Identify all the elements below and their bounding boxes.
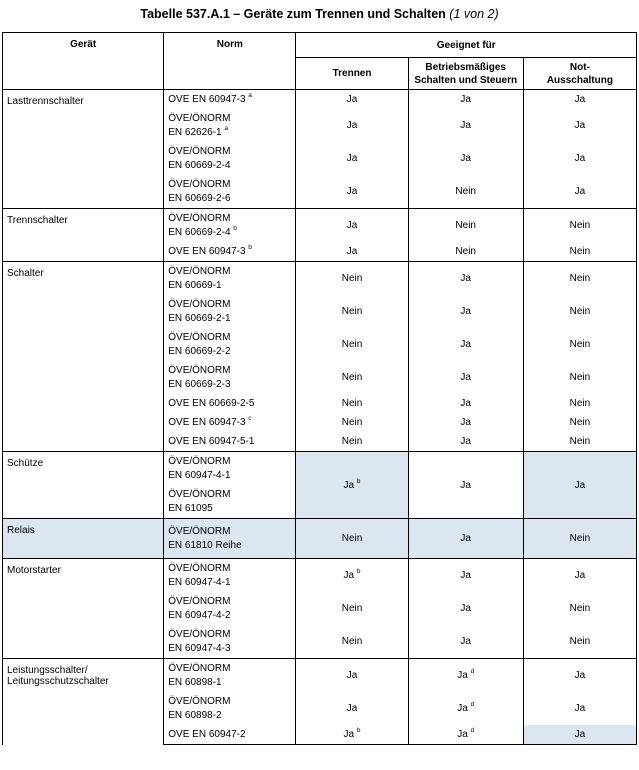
not-cell-text: Nein bbox=[569, 398, 591, 409]
norm-cell bbox=[164, 519, 296, 559]
not-cell-text: Ja bbox=[574, 94, 586, 105]
footnote-mark: b bbox=[233, 224, 237, 232]
norm-line: ÖVE/ÖNORM bbox=[168, 595, 231, 607]
norm-line: ÖVE/ÖNORM bbox=[168, 662, 231, 674]
norm-line: ÖVE/ÖNORM bbox=[168, 562, 231, 574]
norm-cell bbox=[164, 394, 296, 413]
not-cell-text: Nein bbox=[569, 603, 591, 614]
norm-line: EN 60669-2-1 bbox=[168, 312, 231, 324]
trennen-cell-text: Ja bbox=[346, 246, 358, 257]
header-betrieb-line2: Schalten und Steuern bbox=[414, 74, 518, 86]
not-cell-text: Nein bbox=[569, 533, 591, 544]
group-6 bbox=[3, 659, 637, 745]
norm-line: EN 60669-2-4 bbox=[168, 159, 231, 171]
norm-cell bbox=[164, 262, 296, 296]
betrieb-cell bbox=[408, 109, 523, 142]
table-row bbox=[3, 209, 637, 243]
footnote-mark: d bbox=[470, 727, 475, 734]
not-cell bbox=[523, 592, 636, 625]
not-cell bbox=[523, 175, 636, 209]
not-cell bbox=[523, 625, 636, 659]
footnote-mark: b bbox=[356, 568, 361, 575]
not-cell bbox=[523, 394, 636, 413]
trennen-value: Ja bbox=[343, 479, 355, 491]
betrieb-cell bbox=[408, 625, 523, 659]
not-cell bbox=[523, 659, 636, 693]
device-name: Motorstarter bbox=[7, 565, 61, 576]
norm-cell bbox=[164, 432, 296, 452]
trennen-cell bbox=[296, 452, 408, 519]
device-name-cell bbox=[3, 209, 164, 262]
norm-line: EN 62626-1 bbox=[168, 126, 222, 138]
not-cell bbox=[523, 413, 636, 432]
not-cell-text: Nein bbox=[569, 273, 591, 284]
header-not-line2: Ausschaltung bbox=[546, 74, 613, 86]
device-name: Relais bbox=[7, 525, 35, 536]
betrieb-cell bbox=[408, 394, 523, 413]
norm-cell bbox=[164, 295, 296, 328]
betrieb-cell-text: Ja bbox=[457, 729, 468, 740]
device-name-cell bbox=[3, 519, 164, 559]
betrieb-cell bbox=[408, 262, 523, 296]
betrieb-cell bbox=[408, 175, 523, 209]
betrieb-cell bbox=[408, 413, 523, 432]
betrieb-cell-text: Ja bbox=[460, 398, 471, 409]
norm-line: EN 60947-4-2 bbox=[168, 609, 231, 621]
table-title-main: Tabelle 537.A.1 – Geräte zum Trennen und Schalten bbox=[140, 7, 446, 21]
not-cell bbox=[523, 142, 636, 175]
footnote-mark: d bbox=[470, 701, 475, 708]
footnote-mark: c bbox=[248, 414, 252, 422]
trennen-cell bbox=[296, 328, 408, 361]
norm-line: ÖVE/ÖNORM bbox=[168, 331, 231, 343]
header-norm: Norm bbox=[164, 33, 296, 90]
device-name-cell bbox=[3, 452, 164, 519]
not-cell-text: Ja bbox=[574, 570, 586, 581]
norm-line: OVE EN 60947-3 bbox=[168, 93, 246, 105]
trennen-cell-text: Ja bbox=[346, 220, 358, 231]
not-value: Ja bbox=[574, 479, 586, 491]
norm-line: EN 60947-4-1 bbox=[168, 576, 231, 588]
norm-line: OVE EN 60947-5-1 bbox=[168, 435, 255, 447]
device-name: Leitungsschutzschalter bbox=[7, 676, 109, 687]
betrieb-cell bbox=[408, 295, 523, 328]
norm-cell bbox=[164, 692, 296, 725]
not-cell-text: Ja bbox=[574, 670, 586, 681]
betrieb-cell bbox=[408, 559, 523, 593]
betrieb-cell-text: Ja bbox=[457, 703, 468, 714]
trennen-cell bbox=[296, 519, 408, 559]
betrieb-cell bbox=[408, 452, 523, 519]
betrieb-cell-text: Ja bbox=[457, 670, 468, 681]
norm-cell bbox=[164, 109, 296, 142]
not-cell bbox=[523, 559, 636, 593]
not-cell bbox=[523, 361, 636, 394]
norm-line: ÖVE/ÖNORM bbox=[168, 212, 231, 224]
not-cell bbox=[523, 295, 636, 328]
norm-cell bbox=[164, 725, 296, 745]
trennen-cell-text: Ja bbox=[346, 703, 358, 714]
norm-line: EN 60898-2 bbox=[168, 709, 222, 721]
norm-cell bbox=[164, 452, 296, 486]
trennen-cell-text: Ja bbox=[346, 120, 358, 131]
norm-cell bbox=[164, 361, 296, 394]
betrieb-cell-text: Ja bbox=[460, 120, 471, 131]
not-cell bbox=[523, 109, 636, 142]
not-cell-text: Nein bbox=[569, 636, 591, 647]
not-cell bbox=[523, 328, 636, 361]
device-name-cell bbox=[3, 559, 164, 659]
betrieb-cell-text: Ja bbox=[460, 603, 471, 614]
not-cell-text: Nein bbox=[569, 246, 591, 257]
group-3 bbox=[3, 452, 637, 519]
trennen-cell bbox=[296, 142, 408, 175]
norm-cell bbox=[164, 559, 296, 593]
not-cell-text: Ja bbox=[574, 186, 586, 197]
betrieb-cell bbox=[408, 142, 523, 175]
betrieb-cell-text: Ja bbox=[460, 533, 471, 544]
trennen-cell bbox=[296, 659, 408, 693]
trennen-cell bbox=[296, 559, 408, 593]
betrieb-cell bbox=[408, 692, 523, 725]
betrieb-cell bbox=[408, 242, 523, 262]
device-name-cell bbox=[3, 659, 164, 745]
table-title-sub: (1 von 2) bbox=[449, 7, 499, 21]
not-cell bbox=[523, 692, 636, 725]
norm-cell bbox=[164, 592, 296, 625]
not-cell bbox=[523, 452, 636, 519]
norm-cell bbox=[164, 328, 296, 361]
device-name-cell bbox=[3, 262, 164, 452]
betrieb-cell-text: Ja bbox=[460, 153, 471, 164]
trennen-cell-text: Nein bbox=[341, 372, 363, 383]
betrieb-cell-text: Ja bbox=[460, 570, 471, 581]
group-1 bbox=[3, 209, 637, 262]
norm-line: ÖVE/ÖNORM bbox=[168, 265, 231, 277]
betrieb-cell bbox=[408, 592, 523, 625]
norm-cell bbox=[164, 175, 296, 209]
trennen-cell bbox=[296, 242, 408, 262]
norm-line: EN 60669-2-6 bbox=[168, 192, 231, 204]
not-cell-text: Ja bbox=[574, 153, 586, 164]
betrieb-cell bbox=[408, 519, 523, 559]
footnote-mark: a bbox=[248, 91, 252, 99]
betrieb-cell-text: Nein bbox=[455, 220, 476, 231]
trennen-cell-text: Nein bbox=[341, 603, 363, 614]
betrieb-cell bbox=[408, 725, 523, 745]
not-cell bbox=[523, 432, 636, 452]
norm-cell bbox=[164, 142, 296, 175]
table-row bbox=[3, 452, 637, 486]
trennen-cell-text: Ja bbox=[346, 670, 358, 681]
trennen-cell-text: Nein bbox=[341, 417, 363, 428]
trennen-cell-text: Nein bbox=[341, 339, 363, 350]
betrieb-cell-text: Ja bbox=[460, 339, 471, 350]
betrieb-cell-text: Ja bbox=[460, 306, 471, 317]
trennen-cell bbox=[296, 725, 408, 745]
device-name: Schütze bbox=[7, 458, 44, 469]
footnote-mark: d bbox=[470, 668, 475, 675]
table-row bbox=[3, 90, 637, 110]
trennen-cell-text: Nein bbox=[341, 306, 363, 317]
trennen-cell-text: Nein bbox=[341, 533, 363, 544]
norm-line: OVE EN 60947-2 bbox=[168, 728, 246, 740]
group-4 bbox=[3, 519, 637, 559]
norm-line: EN 61810 Reihe bbox=[168, 539, 242, 551]
trennen-cell bbox=[296, 209, 408, 243]
betrieb-cell-text: Ja bbox=[460, 372, 471, 383]
footnote-mark: b bbox=[356, 727, 361, 734]
footnote-mark: b bbox=[248, 243, 252, 251]
device-name-cell bbox=[3, 90, 164, 209]
norm-line: ÖVE/ÖNORM bbox=[168, 695, 231, 707]
trennen-cell bbox=[296, 175, 408, 209]
betrieb-cell bbox=[408, 328, 523, 361]
norm-line: ÖVE/ÖNORM bbox=[168, 455, 231, 467]
not-cell bbox=[523, 90, 636, 110]
norm-line: ÖVE/ÖNORM bbox=[168, 178, 231, 190]
header-trennen: Trennen bbox=[296, 58, 408, 90]
norm-cell bbox=[164, 625, 296, 659]
norm-line: EN 60947-4-1 bbox=[168, 469, 231, 481]
not-cell-text: Ja bbox=[574, 729, 586, 740]
trennen-cell-text: Nein bbox=[341, 273, 363, 284]
trennen-cell bbox=[296, 109, 408, 142]
norm-line: EN 61095 bbox=[168, 502, 213, 514]
device-name: Lasttrennschalter bbox=[7, 96, 84, 107]
betrieb-cell bbox=[408, 432, 523, 452]
norm-line: ÖVE/ÖNORM bbox=[168, 298, 231, 310]
trennen-cell bbox=[296, 361, 408, 394]
norm-line: ÖVE/ÖNORM bbox=[168, 488, 231, 500]
group-2 bbox=[3, 262, 637, 452]
not-cell-text: Nein bbox=[569, 306, 591, 317]
norm-cell bbox=[164, 485, 296, 519]
device-name: Schalter bbox=[7, 268, 44, 279]
norm-line: EN 60669-2-3 bbox=[168, 378, 231, 390]
table-title bbox=[0, 7, 639, 21]
trennen-cell bbox=[296, 592, 408, 625]
betrieb-cell-text: Ja bbox=[460, 417, 471, 428]
trennen-cell-text: Ja bbox=[346, 153, 358, 164]
trennen-cell-text: Ja bbox=[346, 94, 358, 105]
norm-cell bbox=[164, 242, 296, 262]
footnote-mark: b bbox=[356, 477, 361, 485]
group-0 bbox=[3, 90, 637, 209]
table-row bbox=[3, 659, 637, 693]
table-row bbox=[3, 559, 637, 593]
betrieb-cell-text: Nein bbox=[455, 246, 476, 257]
norm-line: ÖVE/ÖNORM bbox=[168, 525, 231, 537]
trennen-cell bbox=[296, 625, 408, 659]
betrieb-cell bbox=[408, 209, 523, 243]
trennen-cell bbox=[296, 90, 408, 110]
betrieb-cell-text: Ja bbox=[460, 94, 471, 105]
trennen-cell-text: Nein bbox=[341, 436, 363, 447]
trennen-cell bbox=[296, 413, 408, 432]
norm-line: EN 60947-4-3 bbox=[168, 642, 231, 654]
betrieb-cell bbox=[408, 90, 523, 110]
not-cell-text: Nein bbox=[569, 436, 591, 447]
betrieb-cell-text: Ja bbox=[460, 273, 471, 284]
device-name: Leistungsschalter/ bbox=[7, 665, 88, 676]
not-cell bbox=[523, 519, 636, 559]
device-name: Trennschalter bbox=[7, 215, 68, 226]
not-cell bbox=[523, 262, 636, 296]
not-cell bbox=[523, 725, 636, 745]
trennen-cell-text: Ja bbox=[346, 186, 358, 197]
not-cell-text: Nein bbox=[569, 417, 591, 428]
trennen-cell bbox=[296, 394, 408, 413]
header-not-line1: Not- bbox=[569, 61, 590, 73]
betrieb-cell-text: Ja bbox=[460, 636, 471, 647]
betrieb-value: Ja bbox=[460, 479, 471, 491]
header-betrieb-line1: Betriebsmäßiges bbox=[425, 61, 506, 73]
not-cell bbox=[523, 242, 636, 262]
not-cell-text: Ja bbox=[574, 703, 586, 714]
norm-line: EN 60669-2-4 bbox=[168, 226, 231, 238]
not-cell bbox=[523, 209, 636, 243]
trennen-cell bbox=[296, 432, 408, 452]
norm-line: ÖVE/ÖNORM bbox=[168, 364, 231, 376]
trennen-cell-text: Nein bbox=[341, 636, 363, 647]
norm-cell bbox=[164, 209, 296, 243]
norm-line: EN 60669-1 bbox=[168, 279, 222, 291]
norm-cell bbox=[164, 659, 296, 693]
norm-line: OVE EN 60947-3 bbox=[168, 245, 246, 257]
betrieb-cell-text: Ja bbox=[460, 436, 471, 447]
header-not bbox=[523, 58, 636, 90]
norm-line: EN 60669-2-2 bbox=[168, 345, 231, 357]
trennen-cell-text: Ja bbox=[343, 570, 355, 581]
norm-line: OVE EN 60669-2-5 bbox=[168, 397, 255, 409]
header-geeignet: Geeignet für bbox=[296, 33, 637, 58]
trennen-cell-text: Nein bbox=[341, 398, 363, 409]
footnote-mark: a bbox=[224, 124, 229, 132]
not-cell-text: Ja bbox=[574, 120, 586, 131]
trennen-cell bbox=[296, 692, 408, 725]
trennen-cell bbox=[296, 262, 408, 296]
norm-cell bbox=[164, 413, 296, 432]
trennen-cell bbox=[296, 295, 408, 328]
group-5 bbox=[3, 559, 637, 659]
norm-line: ÖVE/ÖNORM bbox=[168, 145, 231, 157]
norm-line: ÖVE/ÖNORM bbox=[168, 628, 231, 640]
trennen-cell-text: Ja bbox=[343, 729, 355, 740]
table-header bbox=[3, 33, 637, 90]
betrieb-cell bbox=[408, 659, 523, 693]
not-cell-text: Nein bbox=[569, 339, 591, 350]
table-row bbox=[3, 262, 637, 296]
not-cell-text: Nein bbox=[569, 372, 591, 383]
header-geraet: Gerät bbox=[3, 33, 164, 90]
devices-table bbox=[2, 32, 637, 745]
norm-line: OVE EN 60947-3 bbox=[168, 416, 246, 428]
norm-cell bbox=[164, 90, 296, 110]
not-cell-text: Nein bbox=[569, 220, 591, 231]
betrieb-cell bbox=[408, 361, 523, 394]
norm-line: ÖVE/ÖNORM bbox=[168, 112, 231, 124]
betrieb-cell-text: Nein bbox=[455, 186, 476, 197]
table-row bbox=[3, 519, 637, 559]
norm-line: EN 60898-1 bbox=[168, 676, 222, 688]
header-betrieb bbox=[408, 58, 523, 90]
